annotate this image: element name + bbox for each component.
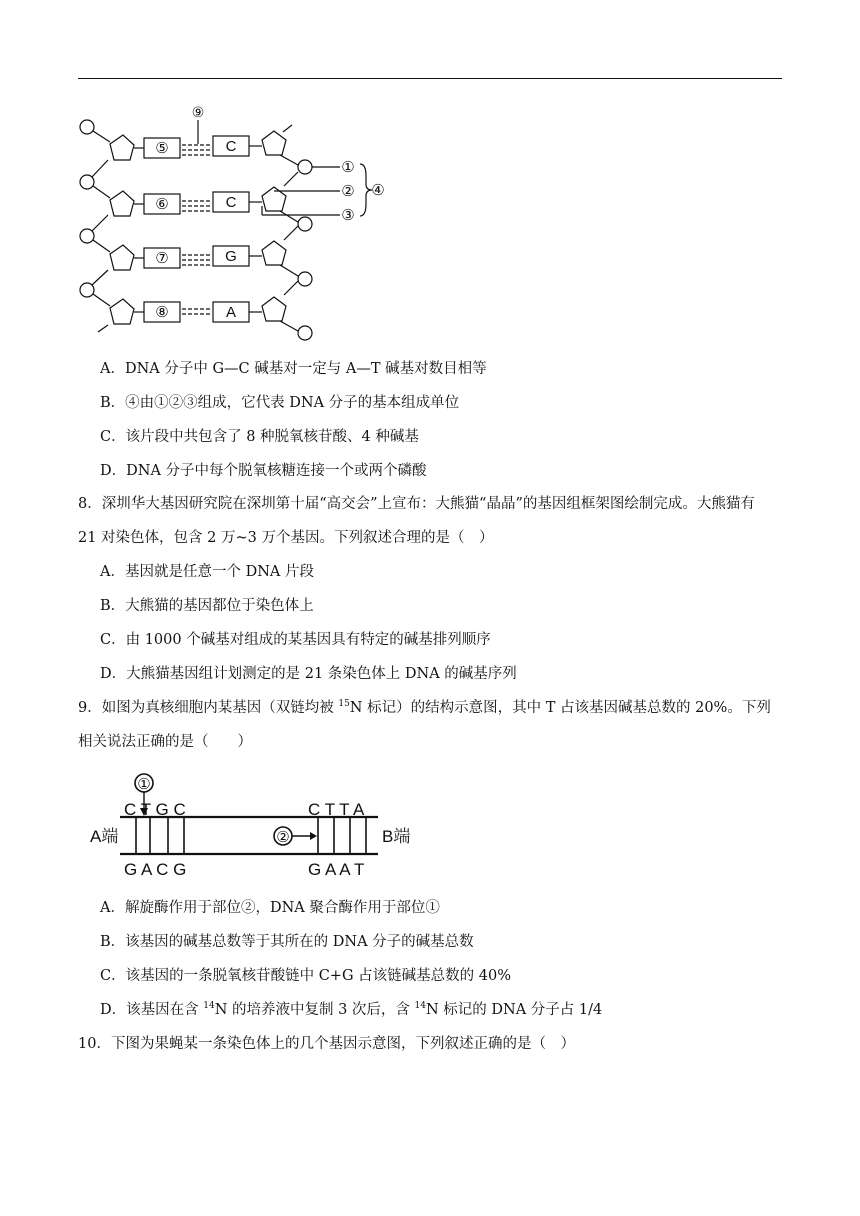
header-rule bbox=[78, 78, 782, 79]
top-right-bases: C T T A bbox=[308, 800, 365, 819]
base-label-6: ⑥ bbox=[155, 196, 169, 213]
b-end-label: B端 bbox=[382, 827, 411, 846]
q9-option-d: D．该基因在含 $^{14}$N 的培养液中复制 3 次后，含 $^{14}$N 标记的 DNA 分子占 1/4 bbox=[100, 1001, 603, 1018]
base-label-5: ⑤ bbox=[155, 140, 169, 157]
q9-option-b: B．该基因的碱基总数等于其所在的 DNA 分子的碱基总数 bbox=[100, 934, 474, 950]
label-1: ① bbox=[341, 159, 355, 176]
q9-option-a: A．解旋酶作用于部位②，DNA 聚合酶作用于部位① bbox=[100, 900, 440, 916]
dna-structure-diagram bbox=[70, 100, 400, 350]
bottom-right-bases: G A A T bbox=[308, 860, 365, 879]
q8-stem-line1: 8．深圳华大基因研究院在深圳第十届“高交会”上宣布：大熊猫“晶晶”的基因组框架图绘制完成。大熊猫有 bbox=[78, 496, 755, 512]
base-label-8: ⑧ bbox=[155, 304, 169, 321]
base-a: A bbox=[225, 304, 237, 321]
q7-option-c: C．该片段中共包含了 8 种脱氧核苷酸、4 种碱基 bbox=[100, 429, 419, 445]
q10-stem: 10．下图为果蝇某一条染色体上的几个基因示意图，下列叙述正确的是（ ） bbox=[78, 1036, 575, 1052]
q8-stem-line2: 21 对染色体，包含 2 万~3 万个基因。下列叙述合理的是（ ） bbox=[78, 530, 494, 546]
q9-label-2: ② bbox=[276, 829, 290, 846]
base-g: G bbox=[225, 248, 237, 265]
top-left-bases: C T G C bbox=[124, 800, 186, 819]
q9-stem-line2: 相关说法正确的是（ ） bbox=[78, 734, 252, 750]
label-2: ② bbox=[341, 183, 355, 200]
bottom-left-bases: G A C G bbox=[124, 860, 187, 879]
q7-option-d: D．DNA 分子中每个脱氧核糖连接一个或两个磷酸 bbox=[100, 463, 427, 479]
label-4: ④ bbox=[371, 182, 385, 199]
q7-option-b: B．④由①②③组成，它代表 DNA 分子的基本组成单位 bbox=[100, 395, 460, 411]
label-9: ⑨ bbox=[191, 104, 205, 120]
base-c-1: C bbox=[225, 138, 237, 155]
q8-option-a: A．基因就是任意一个 DNA 片段 bbox=[100, 564, 314, 580]
q8-option-b: B．大熊猫的基因都位于染色体上 bbox=[100, 598, 314, 614]
q9-label-1: ① bbox=[137, 776, 151, 793]
q9-option-c: C．该基因的一条脱氧核苷酸链中 C+G 占该链碱基总数的 40% bbox=[100, 968, 511, 984]
q9-stem-line1: 9．如图为真核细胞内某基因（双链均被 $^{15}$N 标记）的结构示意图，其中 T 占该基因碱基总数的 20%。下列 bbox=[78, 699, 771, 716]
base-label-7: ⑦ bbox=[155, 250, 169, 267]
gene-structure-diagram bbox=[86, 770, 426, 882]
base-c-2: C bbox=[225, 194, 237, 211]
q8-option-c: C．由 1000 个碱基对组成的某基因具有特定的碱基排列顺序 bbox=[100, 632, 491, 648]
label-3: ③ bbox=[341, 207, 355, 224]
q7-option-a: A．DNA 分子中 G—C 碱基对一定与 A—T 碱基对数目相等 bbox=[100, 361, 487, 377]
q8-option-d: D．大熊猫基因组计划测定的是 21 条染色体上 DNA 的碱基序列 bbox=[100, 666, 517, 682]
a-end-label: A端 bbox=[90, 827, 119, 846]
